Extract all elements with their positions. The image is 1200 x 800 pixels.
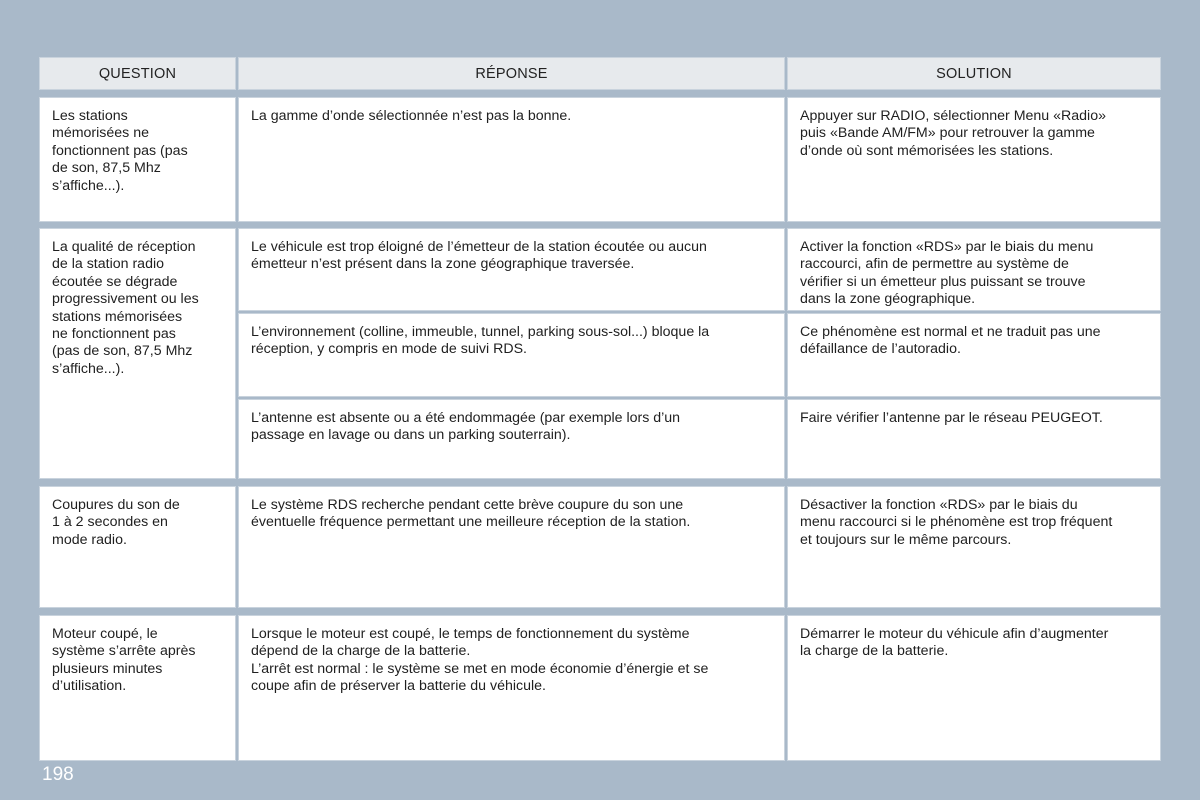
row2c-reponse-cell bbox=[238, 399, 785, 479]
row1-solution-text: Appuyer sur RADIO, sélectionner Menu «Radio» puis «Bande AM/FM» pour retrouver la gamme d’onde où sont mémorisées les stations. bbox=[800, 108, 1106, 159]
row4-solution-text: Démarrer le moteur du véhicule afin d’augmenter la charge de la batterie. bbox=[800, 626, 1109, 660]
row1-reponse-cell bbox=[238, 97, 785, 222]
row4-solution-cell bbox=[787, 615, 1161, 761]
row2a-reponse-cell bbox=[238, 228, 785, 311]
header-reponse bbox=[238, 57, 785, 90]
row3-reponse-cell bbox=[238, 486, 785, 608]
row3-reponse-text: Le système RDS recherche pendant cette brève coupure du son une éventuelle fréquence permettant une meilleure réception de la station. bbox=[251, 497, 691, 531]
row3-solution-cell bbox=[787, 486, 1161, 608]
row3-question-text: Coupures du son de 1 à 2 secondes en mode radio. bbox=[52, 497, 180, 548]
row2c-reponse-text: L’antenne est absente ou a été endommagée (par exemple lors d’un passage en lavage ou dans un parking souterrain). bbox=[251, 410, 681, 444]
row2-question-text: La qualité de réception de la station radio écoutée se dégrade progressivement ou les stations mémorisées ne fonctionnent pas (pas de son, 87,5 Mhz s’affiche...). bbox=[52, 239, 199, 377]
row2b-reponse-text: L’environnement (colline, immeuble, tunnel, parking sous-sol...) bloque la réception, y compris en mode de suivi RDS. bbox=[251, 324, 710, 358]
row2b-solution-cell bbox=[787, 313, 1161, 397]
row2a-solution-text: Activer la fonction «RDS» par le biais du menu raccourci, afin de permettre au système de vérifier si un émetteur plus puissant se trouve dans la zone géographique. bbox=[800, 239, 1094, 308]
row4-reponse-text: Lorsque le moteur est coupé, le temps de fonctionnement du système dépend de la charge de la batterie. L’arrêt est normal : le système se met en mode économie d’énergie et se coupe afin de préserver la batterie du véhicule. bbox=[251, 626, 709, 695]
row4-question-text: Moteur coupé, le système s’arrête après plusieurs minutes d’utilisation. bbox=[52, 626, 196, 695]
row1-question-text: Les stations mémorisées ne fonctionnent pas (pas de son, 87,5 Mhz s’affiche...). bbox=[52, 108, 188, 194]
row4-question-cell bbox=[39, 615, 236, 761]
row1-reponse-text: La gamme d’onde sélectionnée n’est pas la bonne. bbox=[251, 108, 572, 124]
row2-question-cell bbox=[39, 228, 236, 479]
row2c-solution-cell bbox=[787, 399, 1161, 479]
page-number: 198 bbox=[42, 764, 74, 785]
row3-question-cell bbox=[39, 486, 236, 608]
row1-question-cell bbox=[39, 97, 236, 222]
header-question-label: QUESTION bbox=[98, 66, 177, 82]
row2a-solution-cell bbox=[787, 228, 1161, 311]
row2b-solution-text: Ce phénomène est normal et ne traduit pas une défaillance de l’autoradio. bbox=[800, 324, 1101, 358]
row3-solution-text: Désactiver la fonction «RDS» par le biais du menu raccourci si le phénomène est trop fréquent et toujours sur le même parcours. bbox=[800, 497, 1113, 548]
header-reponse-label: RÉPONSE bbox=[475, 66, 548, 82]
header-question bbox=[39, 57, 236, 90]
header-solution-label: SOLUTION bbox=[936, 66, 1012, 82]
row2a-reponse-text: Le véhicule est trop éloigné de l’émetteur de la station écoutée ou aucun émetteur n’est présent dans la zone géographique traversée. bbox=[251, 239, 707, 273]
row1-solution-cell bbox=[787, 97, 1161, 222]
row2c-solution-text: Faire vérifier l’antenne par le réseau PEUGEOT. bbox=[800, 410, 1103, 426]
row4-reponse-cell bbox=[238, 615, 785, 761]
header-solution bbox=[787, 57, 1161, 90]
row2b-reponse-cell bbox=[238, 313, 785, 397]
